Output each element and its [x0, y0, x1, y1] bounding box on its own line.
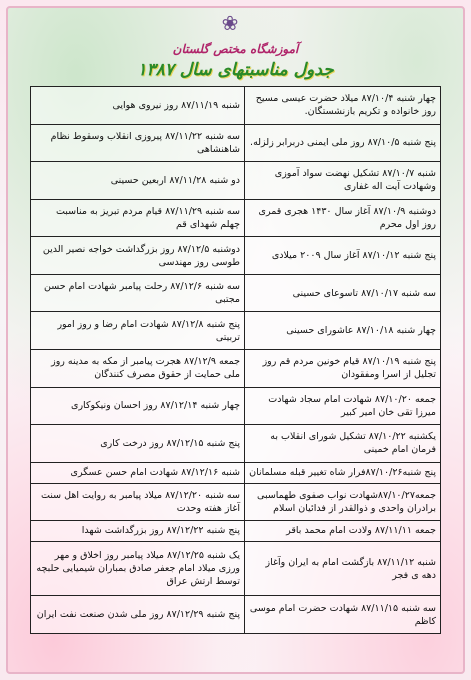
occasion-cell-left: سه شنبه ۸۷/۱۲/۲۰ میلاد پیامبر به روایت اهل سنت آغاز هفته وحدت	[31, 483, 245, 521]
occasion-cell-right: پنج شنبه ۸۷/۱۰/۵ روز ملی ایمنی دربرابر زلزله.	[245, 124, 441, 162]
school-name: آموزشگاه مختص گلستان	[172, 42, 299, 56]
occasion-cell-right: جمعه۸۷/۱۰/۲۷شهادت نواب صفوی طهماسبی برادران واحدی و ذوالقدر از فدائیان اسلام	[245, 483, 441, 521]
header	[0, 6, 471, 90]
table-row	[31, 462, 441, 483]
occasion-cell-left: چهار شنبه ۸۷/۱۲/۱۴ روز احسان ونیکوکاری	[31, 387, 245, 425]
occasion-cell-left: سه شنبه ۸۷/۱۲/۶ رحلت پیامبر شهادت امام حسن مجتبی	[31, 274, 245, 312]
occasion-cell-left: یک شنبه ۸۷/۱۲/۲۵ میلاد پیامبر روز اخلاق و مهر ورزی میلاد امام جعفر صادق بمباران شیمیایی حلبچه توسط ارتش عراق	[31, 541, 245, 595]
page-title: جدول مناسبتهای سال ۱۳۸۷	[137, 60, 334, 80]
table-row	[31, 237, 441, 275]
table-row	[31, 274, 441, 312]
occasion-cell-right: پنج شنبه۸۷/۱۰/۲۶فرار شاه تغییر قبله مسلمانان	[245, 462, 441, 483]
occasion-cell-right: سه شنبه ۸۷/۱۱/۱۵ شهادت حضرت امام موسی کاظم	[245, 596, 441, 634]
table-row	[31, 483, 441, 521]
occasion-cell-left: شنبه ۸۷/۱۱/۱۹ روز نیروی هوایی	[31, 87, 245, 125]
occasion-cell-left: سه شنبه ۸۷/۱۱/۲۹ قیام مردم تبریز به مناسبت چهلم شهدای قم	[31, 199, 245, 237]
occasion-cell-right: جمعه ۸۷/۱۰/۲۰ شهادت امام سجاد شهادت میرزا تقی خان امیر کبیر	[245, 387, 441, 425]
occasion-cell-left: پنج شنبه ۸۷/۱۲/۲۲ روز بزرگداشت شهدا	[31, 521, 245, 542]
table-row	[31, 350, 441, 388]
table-row	[31, 521, 441, 542]
occasion-cell-left: جمعه ۸۷/۱۲/۹ هجرت پیامبر از مکه به مدینه روز ملی حمایت از حقوق مصرف کنندگان	[31, 350, 245, 388]
occasion-cell-right: شنبه ۸۷/۱۰/۷ تشکیل نهضت سواد آموزی وشهادت آیت اله غفاری	[245, 162, 441, 200]
occasion-cell-left: سه شنبه ۸۷/۱۱/۲۲ پیروزی انقلاب وسقوط نظام شاهنشاهی	[31, 124, 245, 162]
occasion-cell-right: چهار شنبه ۸۷/۱۰/۴ میلاد حضرت عیسی مسیح روز خانواده و تکریم بازنشستگان.	[245, 87, 441, 125]
table-row	[31, 87, 441, 125]
table-row	[31, 162, 441, 200]
occasion-cell-left: پنج شنبه ۸۷/۱۲/۲۹ روز ملی شدن صنعت نفت ایران	[31, 596, 245, 634]
occasion-cell-right: جمعه ۸۷/۱۱/۱۱ ولادت امام محمد باقر	[245, 521, 441, 542]
occasion-cell-right: سه شنبه ۸۷/۱۰/۱۷ تاسوعای حسینی	[245, 274, 441, 312]
occasion-cell-left: پنج شنبه ۸۷/۱۲/۸ شهادت امام رضا و روز امور تربیتی	[31, 312, 245, 350]
occasion-cell-right: چهار شنبه ۸۷/۱۰/۱۸ عاشورای حسینی	[245, 312, 441, 350]
table-row	[31, 199, 441, 237]
table-row	[31, 387, 441, 425]
occasion-cell-right: یکشنبه ۸۷/۱۰/۲۲ تشکیل شورای انقلاب به فرمان امام خمینی	[245, 425, 441, 463]
occasion-cell-left: دوشنبه ۸۷/۱۲/۵ روز بزرگداشت خواجه نصیر الدین طوسی روز مهندسی	[31, 237, 245, 275]
occasion-cell-left: پنج شنبه ۸۷/۱۲/۱۵ روز درخت کاری	[31, 425, 245, 463]
occasion-cell-right: پنج شنبه ۸۷/۱۰/۱۲ آغاز سال ۲۰۰۹ میلادی	[245, 237, 441, 275]
occasion-cell-right: شنبه ۸۷/۱۱/۱۲ بازگشت امام به ایران وآغاز دهه ی فجر	[245, 541, 441, 595]
occasions-table	[30, 86, 441, 634]
table-row	[31, 312, 441, 350]
table-row	[31, 541, 441, 595]
table-row	[31, 596, 441, 634]
occasion-cell-left: دو شنبه ۸۷/۱۱/۲۸ اربعین حسینی	[31, 162, 245, 200]
calligraphy-emblem-icon: ❀	[221, 11, 239, 35]
table-row	[31, 124, 441, 162]
occasions-table-body	[31, 87, 441, 634]
table-row	[31, 425, 441, 463]
occasion-cell-right: دوشنبه ۸۷/۱۰/۹ آغاز سال ۱۴۳۰ هجری قمری روز اول محرم	[245, 199, 441, 237]
occasion-cell-right: پنج شنبه ۸۷/۱۰/۱۹ قیام خونین مردم قم روز تجلیل از اسرا ومفقودان	[245, 350, 441, 388]
occasion-cell-left: شنبه ۸۷/۱۲/۱۶ شهادت امام حسن عسگری	[31, 462, 245, 483]
